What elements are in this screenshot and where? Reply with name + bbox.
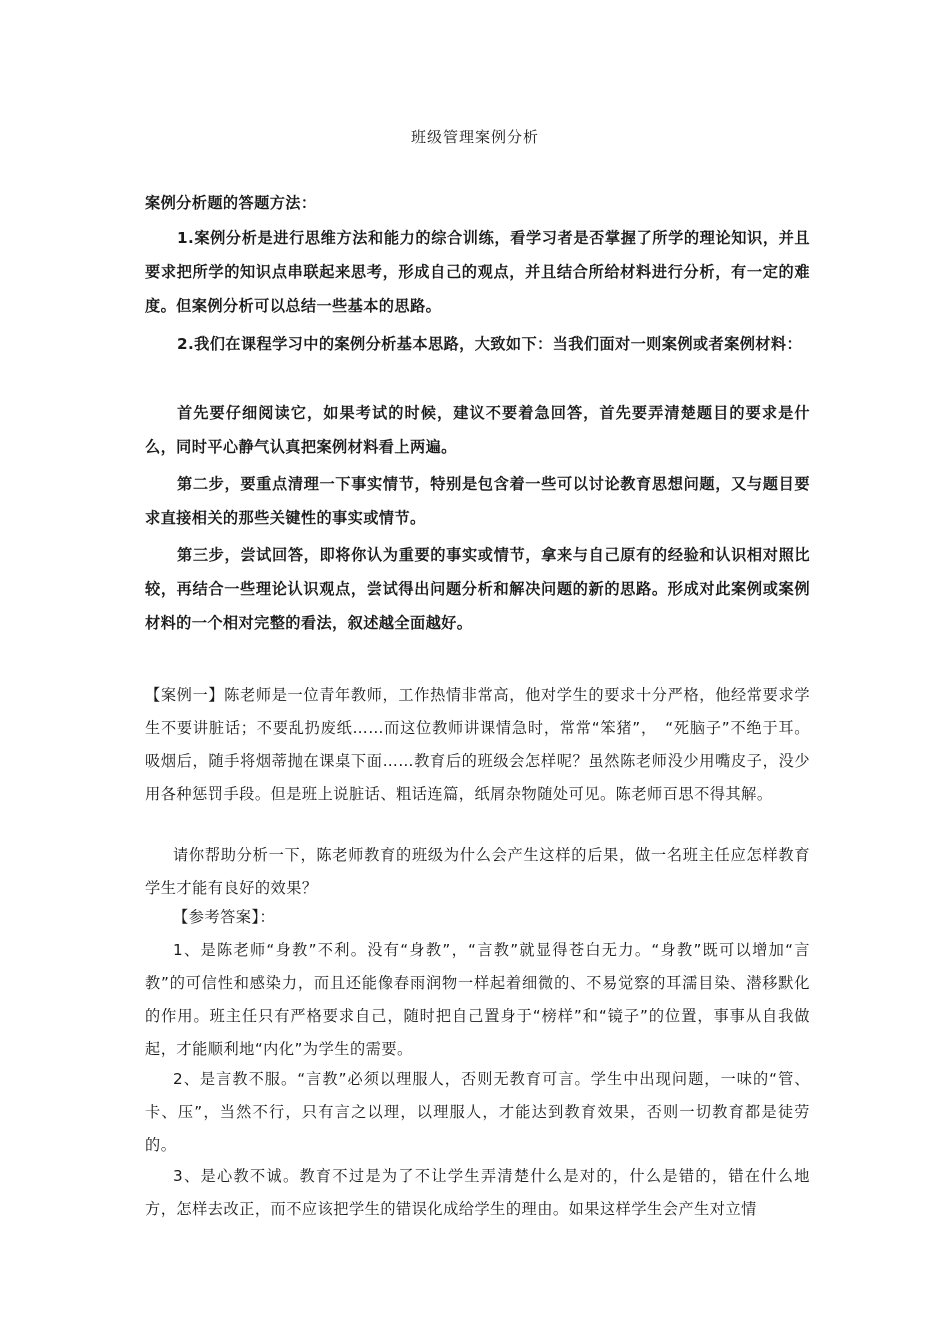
- case1-text: 【案例一】陈老师是一位青年教师，工作热情非常高，他对学生的要求十分严格，他经常要求学生不要讲脏话；不要乱扔废纸……而这位教师讲课情急时，常常“笨猪”， “死脑子”不绝于耳。吸烟后，随手将烟蒂抛在课桌下面……教育后的班级会怎样呢？虽然陈老师没少用嘴皮子，没少用各种惩罚手段。但是班上说脏话、粗话连篇，纸屑杂物随处可见。陈老师百思不得其解。: [145, 686, 810, 803]
- method-step-1: 首先要仔细阅读它，如果考试的时候，建议不要着急回答，首先要弄清楚题目的要求是什么，同时平心静气认真把案例材料看上两遍。: [145, 404, 810, 456]
- method-paragraph-1: 1.案例分析是进行思维方法和能力的综合训练，看学习者是否掌握了所学的理论知识，并且要求把所学的知识点串联起来思考，形成自己的观点，并且结合所给材料进行分析，有一定的难度。但案例分析可以总结一些基本的思路。: [145, 229, 810, 315]
- method-step-2: 第二步，要重点清理一下事实情节，特别是包含着一些可以讨论教育思想问题，又与题目要求直接相关的那些关键性的事实或情节。: [145, 475, 810, 527]
- method-step-3: 第三步，尝试回答，即将你认为重要的事实或情节，拿来与自己原有的经验和认识相对照比较，再结合一些理论认识观点，尝试得出问题分析和解决问题的新的思路。形成对此案例或案例材料的一个相对完整的看法，叙述越全面越好。: [145, 546, 810, 632]
- case1-answer-2: 2、是言教不服。“言教”必须以理服人，否则无教育可言。学生中出现问题，一味的“管、卡、压”，当然不行，只有言之以理，以理服人，才能达到教育效果，否则一切教育都是徒劳的。: [145, 1070, 810, 1154]
- case1-answer-label: 【参考答案】：: [173, 908, 276, 926]
- case1-question: 请你帮助分析一下，陈老师教育的班级为什么会产生这样的后果，做一名班主任应怎样教育学生才能有良好的效果？: [145, 846, 810, 897]
- case1-answer-1: 1、是陈老师“身教”不利。没有“身教”，“言教”就显得苍白无力。“身教”既可以增加“言教”的可信性和感染力，而且还能像春雨润物一样起着细微的、不易觉察的耳濡目染、潜移默化的作用。班主任只有严格要求自己，随时把自己置身于“榜样”和“镜子”的位置，事事从自我做起，才能顺利地“内化”为学生的需要。: [145, 941, 810, 1058]
- method-paragraph-2: 2.我们在课程学习中的案例分析基本思路，大致如下：当我们面对一则案例或者案例材料：: [177, 335, 803, 353]
- case1-answer-3: 3、是心教不诚。教育不过是为了不让学生弄清楚什么是对的，什么是错的，错在什么地方，怎样去改正，而不应该把学生的错误化成给学生的理由。如果这样学生会产生对立情: [145, 1167, 810, 1218]
- methods-heading: 案例分析题的答题方法：: [145, 194, 317, 212]
- page-title: 班级管理案例分析: [410, 128, 539, 146]
